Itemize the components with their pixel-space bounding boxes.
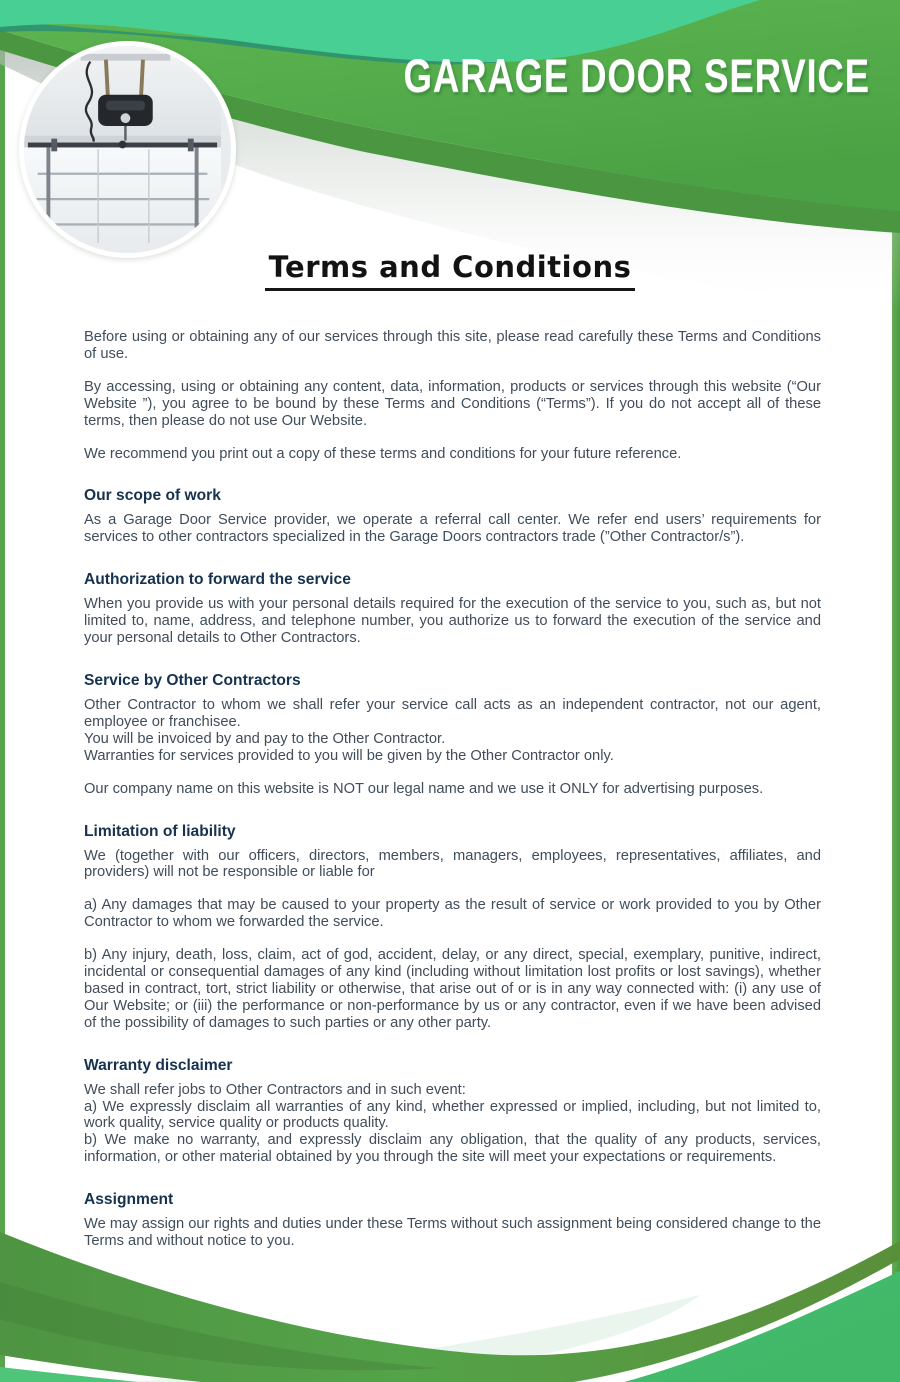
paragraph: By accessing, using or obtaining any content, data, information, products or services through this website (“Our Website ”), you agree to be bound by these Terms and Conditions (“Terms”). If you do not accept all of these terms, then please do not use Our Website. <box>84 378 821 429</box>
paragraph: b) Any injury, death, loss, claim, act of god, accident, delay, or any direct, special, exemplary, punitive, indirect, incidental or consequential damages of any kind (including without limitation lost profits or lost savings), whether based in contract, tort, strict liability or otherwise, that arise out of or is in any way connected with: (i) any use of Our Website; or (iii) the performance or non-performance by us or any contractor, even if we have been advised of the possibility of damages to such parties or any other party. <box>84 947 821 1031</box>
paragraph: Our company name on this website is NOT our legal name and we use it ONLY for advertising purposes. <box>84 780 764 797</box>
photo-door <box>24 147 221 243</box>
paragraph: As a Garage Door Service provider, we operate a referral call center. We refer end users’ requirements for services to other contractors specialized in the Garage Doors contractors trade (”Other Contractor/s”). <box>84 512 821 546</box>
section-heading: Service by Other Contractors <box>84 671 301 689</box>
paragraph: We shall refer jobs to Other Contractors and in such event: <box>84 1081 466 1098</box>
paragraph: Before using or obtaining any of our services through this site, please read carefully these Terms and Conditions of use. <box>84 329 821 362</box>
paragraph: b) We make no warranty, and expressly disclaim any obligation, that the quality of any products, services, information, or other material obtained by you through the site will meet your expectations or requirements. <box>84 1132 821 1166</box>
garage-photo <box>19 41 236 258</box>
paragraph: a) Any damages that may be caused to your property as the result of service or work provided to you by Other Contractor to whom we forwarded the service. <box>84 897 821 931</box>
section-heading: Assignment <box>84 1191 174 1209</box>
paragraph: Other Contractor to whom we shall refer your service call acts as an independent contractor, not our agent, employee or franchisee. <box>84 696 821 730</box>
paragraph: You will be invoiced by and pay to the Other Contractor. <box>84 730 446 747</box>
paragraph: We recommend you print out a copy of these terms and conditions for your future reference. <box>84 445 682 462</box>
paragraph: When you provide us with your personal details required for the execution of the service to you, such as, but not limited to, name, address, and telephone number, you authorize us to forward the execution of the service and your personal details to Other Contractors. <box>84 596 821 647</box>
page-title: Terms and Conditions <box>265 250 636 291</box>
paragraph: a) We expressly disclaim all warranties of any kind, whether expressed or implied, including, but not limited to, work quality, service quality or products quality. <box>84 1098 821 1132</box>
paragraph: Warranties for services provided to you will be given by the Other Contractor only. <box>84 747 614 764</box>
section-heading: Limitation of liability <box>84 822 236 840</box>
section-heading: Our scope of work <box>84 487 221 505</box>
paragraph: We may assign our rights and duties under these Terms without such assignment being considered change to the Terms and without notice to you. <box>84 1216 821 1250</box>
page-title-row <box>0 250 900 291</box>
section-heading: Authorization to forward the service <box>84 571 351 589</box>
garage-photo-illustration <box>24 46 221 243</box>
paragraph: We (together with our officers, directors, members, managers, employees, representatives, affiliates, and providers) will not be responsible or liable for <box>84 847 821 881</box>
section-heading: Warranty disclaimer <box>84 1056 233 1074</box>
terms-content <box>84 329 821 1266</box>
brand-logo-text: GARAGE DOOR SERVICE <box>403 49 870 102</box>
